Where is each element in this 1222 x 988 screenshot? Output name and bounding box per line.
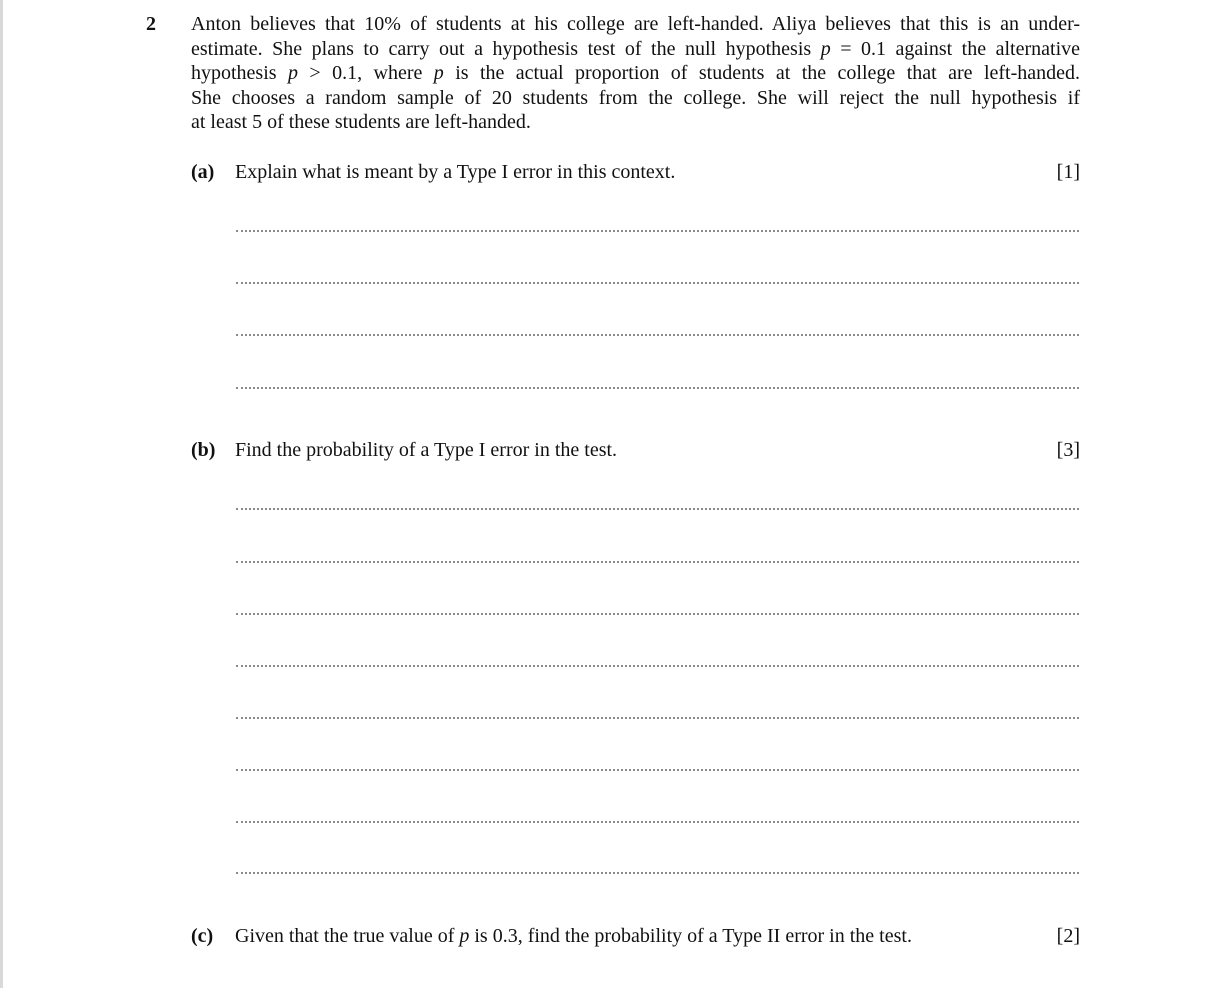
part-b-marks: [3] xyxy=(1056,439,1080,461)
stem-line-1: Anton believes that 10% of students at his college are left-handed. Aliya believes that this is an under- xyxy=(191,13,1080,35)
part-a-answer-line[interactable] xyxy=(236,230,1079,232)
part-b-answer-line[interactable] xyxy=(236,613,1079,615)
question-stem xyxy=(191,12,1080,135)
part-c-text: Given that the true value of p is 0.3, find the probability of a Type II error in the test. xyxy=(235,925,912,947)
part-b-heading xyxy=(191,437,1080,463)
part-a-answer-line[interactable] xyxy=(236,387,1079,389)
part-a-text: Explain what is meant by a Type I error in this context. xyxy=(235,161,676,183)
part-b-text: Find the probability of a Type I error in the test. xyxy=(235,439,618,461)
part-a-marks: [1] xyxy=(1056,161,1080,183)
page-left-edge xyxy=(0,0,3,988)
stem-line-4: She chooses a random sample of 20 students from the college. She will reject the null hypothesis if xyxy=(191,86,1080,109)
part-b-answer-line[interactable] xyxy=(236,821,1079,823)
part-c-heading xyxy=(191,923,1080,949)
variable-p: p xyxy=(433,62,444,85)
part-c-label: (c) xyxy=(191,925,214,947)
part-b-answer-line[interactable] xyxy=(236,561,1079,563)
question-number: 2 xyxy=(146,13,156,35)
stem-line-5: at least 5 of these students are left-handed. xyxy=(191,111,531,134)
variable-p: p xyxy=(820,37,831,60)
part-b-label: (b) xyxy=(191,439,216,461)
part-b-answer-line[interactable] xyxy=(236,769,1079,771)
stem-line-3: hypothesis p > 0.1, where p is the actual proportion of students at the college that are left-handed. xyxy=(191,62,1081,85)
part-b-answer-line[interactable] xyxy=(236,508,1079,510)
stem-line-2: estimate. She plans to carry out a hypothesis test of the null hypothesis p = 0.1 against the alternative xyxy=(191,37,1081,60)
part-a-answer-line[interactable] xyxy=(236,282,1079,284)
part-b-answer-line[interactable] xyxy=(236,872,1079,874)
variable-p: p xyxy=(287,62,298,85)
part-c-marks: [2] xyxy=(1056,925,1080,947)
part-b-answer-line[interactable] xyxy=(236,665,1079,667)
part-a-answer-line[interactable] xyxy=(236,334,1079,336)
part-a-label: (a) xyxy=(191,161,215,183)
part-a-heading xyxy=(191,159,1080,185)
part-b-answer-line[interactable] xyxy=(236,717,1079,719)
variable-p: p xyxy=(459,925,470,947)
